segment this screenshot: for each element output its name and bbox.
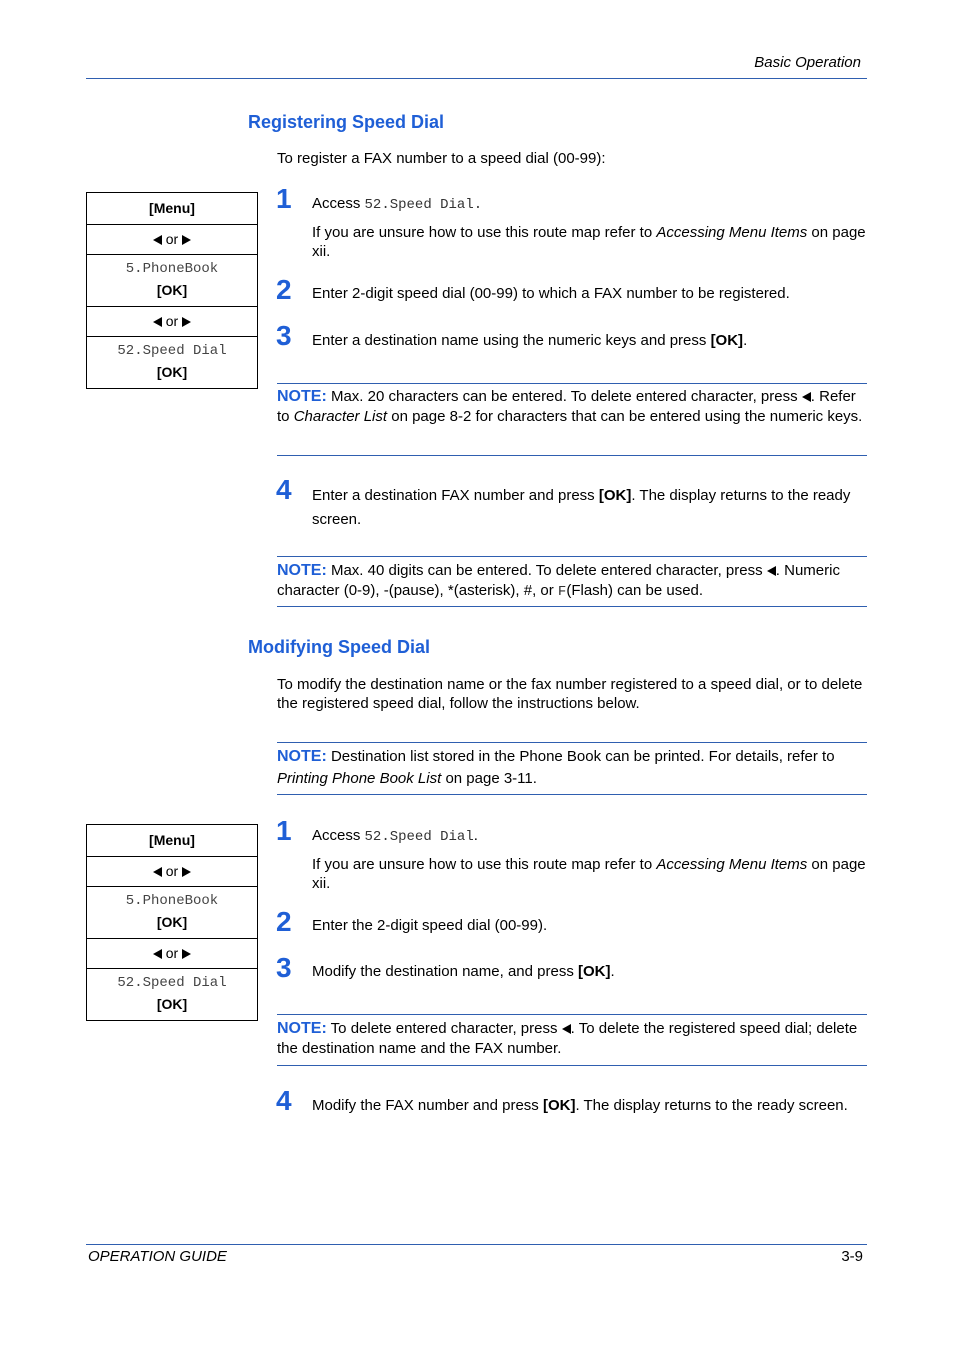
link-reference: Accessing Menu Items (656, 224, 808, 241)
route-ok: [OK] (156, 364, 188, 380)
step-text-part: . (610, 963, 615, 980)
key-label: [OK] (578, 963, 611, 980)
route-ok: [OK] (156, 914, 188, 930)
note-text: on page 8-2 for characters that can be entered using the numeric keys. (387, 408, 863, 425)
note-text: on page 3-11. (441, 770, 537, 787)
note-mono: F (557, 584, 567, 600)
note-label: NOTE: (277, 562, 327, 579)
route-ok: [OK] (156, 996, 188, 1012)
key-label: [OK] (598, 487, 632, 504)
header-rule (86, 78, 867, 79)
intro-paragraph: To modify the destination name or the fax number registered to a speed dial, or to delete the registered speed dial, follow the instructions below. (277, 676, 863, 712)
step-text (312, 962, 868, 981)
step-text: Enter 2-digit speed dial (00-99) to which a FAX number to be registered. (312, 285, 790, 302)
step-text-part: . The display returns to the ready screen. (312, 487, 851, 528)
step-text-part: on page xii. (312, 224, 866, 260)
route-menu: [Menu] (149, 832, 195, 848)
step-text (312, 1094, 868, 1118)
section-heading-registering: Registering Speed Dial (248, 112, 445, 132)
step-text (312, 484, 868, 532)
route-item-phonebook (87, 886, 257, 938)
left-arrow-icon (153, 317, 162, 327)
route-or: or (165, 231, 179, 247)
link-reference: Accessing Menu Items (656, 856, 808, 873)
step-number: 2 (276, 906, 292, 937)
route-or: or (165, 313, 179, 329)
note-label: NOTE: (277, 388, 327, 405)
route-item-label: 52.Speed Dial (117, 343, 227, 359)
route-arrows (87, 856, 257, 886)
step-number: 4 (276, 1085, 292, 1116)
step-text-part: Enter a destination name using the numeric keys and press (312, 332, 711, 349)
step-text-part: . (743, 332, 748, 349)
step-number: 1 (276, 183, 292, 214)
note-box (277, 561, 867, 602)
note-text: (Flash) can be used. (566, 582, 704, 599)
step-text (312, 826, 868, 847)
route-or: or (165, 945, 179, 961)
note-box (277, 746, 867, 790)
route-map (86, 824, 258, 1021)
key-label: [OK] (542, 1097, 576, 1114)
left-arrow-icon (153, 867, 162, 877)
intro-paragraph: To register a FAX number to a speed dial (00-99): (277, 150, 606, 167)
note-rule-bottom (277, 455, 867, 456)
step-subtext (312, 223, 868, 261)
route-arrows (87, 224, 257, 254)
note-label: NOTE: (277, 748, 327, 765)
step-text-part: Enter a destination FAX number and press (312, 487, 599, 504)
step-number: 2 (276, 274, 292, 305)
step-text-part: on page xii. (312, 856, 866, 892)
link-reference: Character List (293, 408, 388, 425)
route-map (86, 192, 258, 389)
route-item-speed-dial (87, 336, 257, 388)
note-text: . To delete the registered speed dial; delete the destination name and the FAX number. (277, 1020, 858, 1057)
note-rule-bottom (277, 794, 867, 795)
step-subtext (312, 855, 868, 893)
footer-guide-title: OPERATION GUIDE (88, 1248, 227, 1265)
step-number: 3 (276, 320, 292, 351)
footer-rule (86, 1244, 867, 1245)
right-arrow-icon (182, 949, 191, 959)
route-or: or (165, 863, 179, 879)
route-menu: [Menu] (149, 200, 195, 216)
route-arrows (87, 938, 257, 968)
left-arrow-icon (802, 392, 811, 402)
note-text: Max. 40 digits can be entered. To delete entered character, press (326, 562, 767, 579)
step-text: Enter the 2-digit speed dial (00-99). (312, 917, 548, 934)
route-arrows (87, 306, 257, 336)
route-item-label: 5.PhoneBook (125, 261, 219, 277)
note-box (277, 1019, 867, 1059)
step-text-part: Access (312, 195, 365, 212)
right-arrow-icon (182, 235, 191, 245)
step-text-part: Access (312, 827, 365, 844)
right-arrow-icon (182, 867, 191, 877)
note-text: To delete entered character, press (326, 1020, 562, 1037)
step-text-part: If you are unsure how to use this route map refer to (312, 856, 657, 873)
note-text: . Refer to (277, 388, 856, 425)
step-text-part: . The display returns to the ready screen. (575, 1097, 848, 1114)
note-rule-top (277, 742, 867, 743)
note-text: Max. 20 characters can be entered. To delete entered character, press (326, 388, 802, 405)
section-heading-modifying: Modifying Speed Dial (248, 637, 431, 657)
route-item-speed-dial (87, 968, 257, 1020)
step-mono: 52.Speed Dial (364, 829, 474, 845)
note-text: Destination list stored in the Phone Book can be printed. For details, refer to (326, 748, 835, 765)
running-header: Basic Operation (754, 54, 861, 71)
note-rule-top (277, 556, 867, 557)
note-box (277, 387, 867, 427)
step-text-part: . (473, 827, 478, 844)
step-text-part: Modify the destination name, and press (312, 963, 578, 980)
route-item-label: 52.Speed Dial (117, 975, 227, 991)
note-rule-bottom (277, 1065, 867, 1066)
step-text-part: If you are unsure how to use this route map refer to (312, 224, 657, 241)
note-rule-top (277, 1014, 867, 1015)
step-text (312, 331, 868, 350)
left-arrow-icon (153, 235, 162, 245)
key-label: [OK] (710, 332, 744, 349)
left-arrow-icon (767, 566, 776, 576)
page-number: 3-9 (841, 1248, 863, 1265)
step-number: 1 (276, 815, 292, 846)
note-rule-top (277, 383, 867, 384)
route-item-label: 5.PhoneBook (125, 893, 219, 909)
link-reference: Printing Phone Book List (277, 770, 442, 787)
left-arrow-icon (562, 1024, 571, 1034)
note-label: NOTE: (277, 1020, 327, 1037)
route-item-phonebook (87, 254, 257, 306)
step-number: 4 (276, 474, 292, 505)
step-text (312, 194, 868, 215)
step-number: 3 (276, 952, 292, 983)
note-rule-bottom (277, 606, 867, 607)
step-mono: 52.Speed Dial. (364, 197, 483, 213)
route-ok: [OK] (156, 282, 188, 298)
right-arrow-icon (182, 317, 191, 327)
note-text: . Numeric character (0-9), -(pause), *(asterisk), #, or (277, 562, 840, 599)
step-text-part: Modify the FAX number and press (312, 1097, 543, 1114)
left-arrow-icon (153, 949, 162, 959)
